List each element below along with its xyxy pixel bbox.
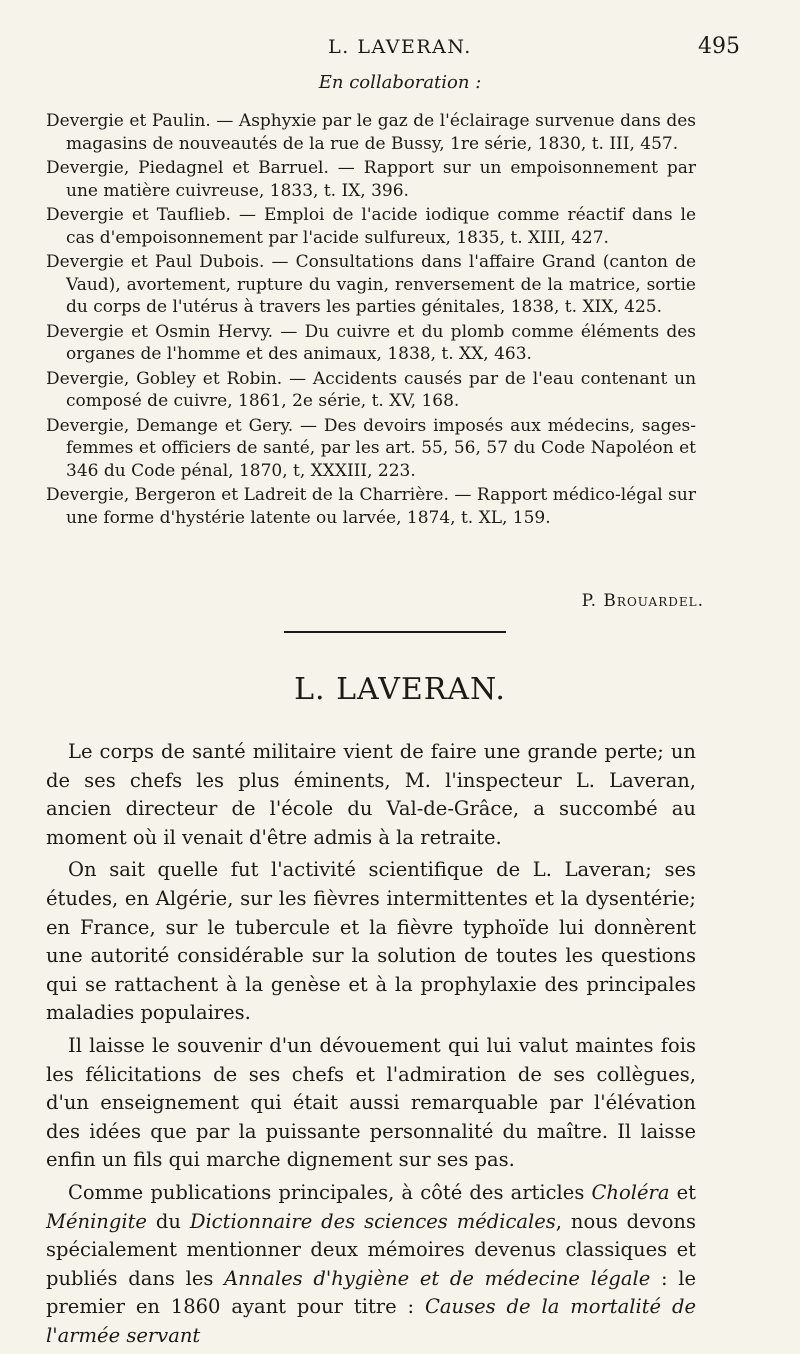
collaboration-heading: En collaboration :	[318, 72, 482, 93]
italic-title: Choléra	[591, 1180, 670, 1204]
italic-title: Dictionnaire des sciences médicales	[189, 1209, 556, 1233]
paragraph: On sait quelle fut l'activité scientifique de L. Laveran; ses études, en Algérie, sur les fièvres intermittentes et la dysentérie; en France, sur le tubercule et la fièvre typhoïde lui donnèrent une autorité considérable sur la solution de toutes les questions qui se rattachent à la genèse et à la prophylaxie des principales maladies populaires.	[46, 858, 696, 1025]
signature-initial: P.	[581, 591, 598, 611]
signature	[582, 591, 704, 611]
bibliography-entry	[46, 484, 696, 529]
italic-title: Causes de la mortalité de l'armée servant	[46, 1295, 696, 1347]
text-run: du	[146, 1209, 190, 1233]
entry-separator: —	[280, 321, 298, 342]
italic-title: Annales d'hygiène et de médecine légale	[224, 1266, 651, 1290]
entry-separator: —	[271, 252, 289, 272]
entry-separator: —	[238, 205, 256, 225]
bibliography-entry	[46, 415, 696, 483]
paragraph	[46, 1179, 696, 1351]
bibliography-entry	[46, 321, 696, 366]
entry-authors: Devergie, Demange et Gery.	[46, 415, 294, 436]
running-head	[60, 30, 740, 64]
entry-separator: —	[289, 368, 307, 389]
paragraph: Il laisse le souvenir d'un dévouement qui lui valut maintes fois les félicitations de ses chefs et l'admiration de ses collègues, d'un enseignement qui était aussi remarquable par l'élévation des idées que par la puissante personnalité du maître. Il laisse enfin un fils qui marche dignement sur ses pas.	[46, 1033, 696, 1172]
entry-authors: Devergie et Paul Dubois.	[46, 252, 265, 272]
entry-text: Consultations dans l'affaire Grand (canton de Vaud), avortement, rupture du vagin, renversement de la matrice, sortie du corps de l'utérus à travers les parties génitales, 1838, t. XIX, 425.	[66, 252, 697, 317]
text-run: et	[669, 1180, 696, 1204]
entry-text: Rapport médico-légal sur une forme d'hystérie latente ou larvée, 1874, t. XL, 159.	[66, 485, 696, 528]
entry-text: Accidents causés par de l'eau contenant un composé de cuivre, 1861, 2e série, t. XV, 168.	[66, 368, 697, 411]
article-title: L. LAVERAN.	[294, 672, 506, 707]
entry-authors: Devergie et Paulin.	[46, 111, 211, 131]
entry-separator: —	[454, 485, 472, 505]
entry-authors: Devergie et Tauflieb.	[46, 205, 231, 225]
entry-authors: Devergie et Osmin Hervy.	[46, 321, 274, 342]
bibliography-entry	[46, 157, 696, 202]
entry-authors: Devergie, Piedagnel et Barruel.	[46, 158, 329, 178]
entry-separator: —	[337, 158, 355, 178]
entry-separator: —	[300, 415, 317, 436]
italic-title: Méningite	[46, 1209, 147, 1233]
bibliography-entry	[46, 110, 696, 155]
signature-name: Brouardel.	[603, 591, 704, 611]
page-number: 495	[698, 34, 740, 59]
entry-text: Des devoirs imposés aux médecins, sages-femmes et officiers de santé, par les art. 55, 56, 57 du Code Napoléon et 346 du Code pénal, 1870, t, XXXIII, 223.	[66, 415, 696, 481]
text-run: : le premier en 1860 ayant pour titre :	[46, 1266, 697, 1319]
entry-text: Asphyxie par le gaz de l'éclairage survenue dans des magasins de nouveautés de la rue de Bussy, 1re série, 1830, t. III, 457.	[66, 111, 697, 154]
entry-text: Rapport sur un empoisonnement par une matière cuivreuse, 1833, t. IX, 396.	[66, 158, 697, 201]
entry-separator: —	[216, 111, 234, 131]
paragraph: Le corps de santé militaire vient de faire une grande perte; un de ses chefs les plus éminents, M. l'inspecteur L. Laveran, ancien directeur de l'école du Val-de-Grâce, a succombé au moment où il venait d'être admis à la retraite.	[46, 740, 696, 849]
entry-text: Du cuivre et du plomb comme éléments des organes de l'homme et des animaux, 1838, t. XX, 463.	[66, 321, 696, 364]
bibliography-entry	[46, 204, 696, 249]
entry-text: Emploi de l'acide iodique comme réactif dans le cas d'empoisonnement par l'acide sulfureux, 1835, t. XIII, 427.	[66, 205, 697, 248]
entry-authors: Devergie, Gobley et Robin.	[46, 368, 283, 389]
section-divider	[284, 631, 506, 633]
article-body	[46, 738, 696, 1354]
text-run: Comme publications principales, à côté des articles	[68, 1180, 592, 1204]
bibliography-list	[46, 110, 696, 531]
text-run: , nous devons spécialement mentionner deux mémoires devenus classiques et publiés dans les	[46, 1209, 696, 1290]
bibliography-entry	[46, 368, 696, 413]
bibliography-entry	[46, 251, 696, 319]
running-title: L. LAVERAN.	[328, 36, 472, 58]
entry-authors: Devergie, Bergeron et Ladreit de la Charrière.	[46, 485, 449, 505]
